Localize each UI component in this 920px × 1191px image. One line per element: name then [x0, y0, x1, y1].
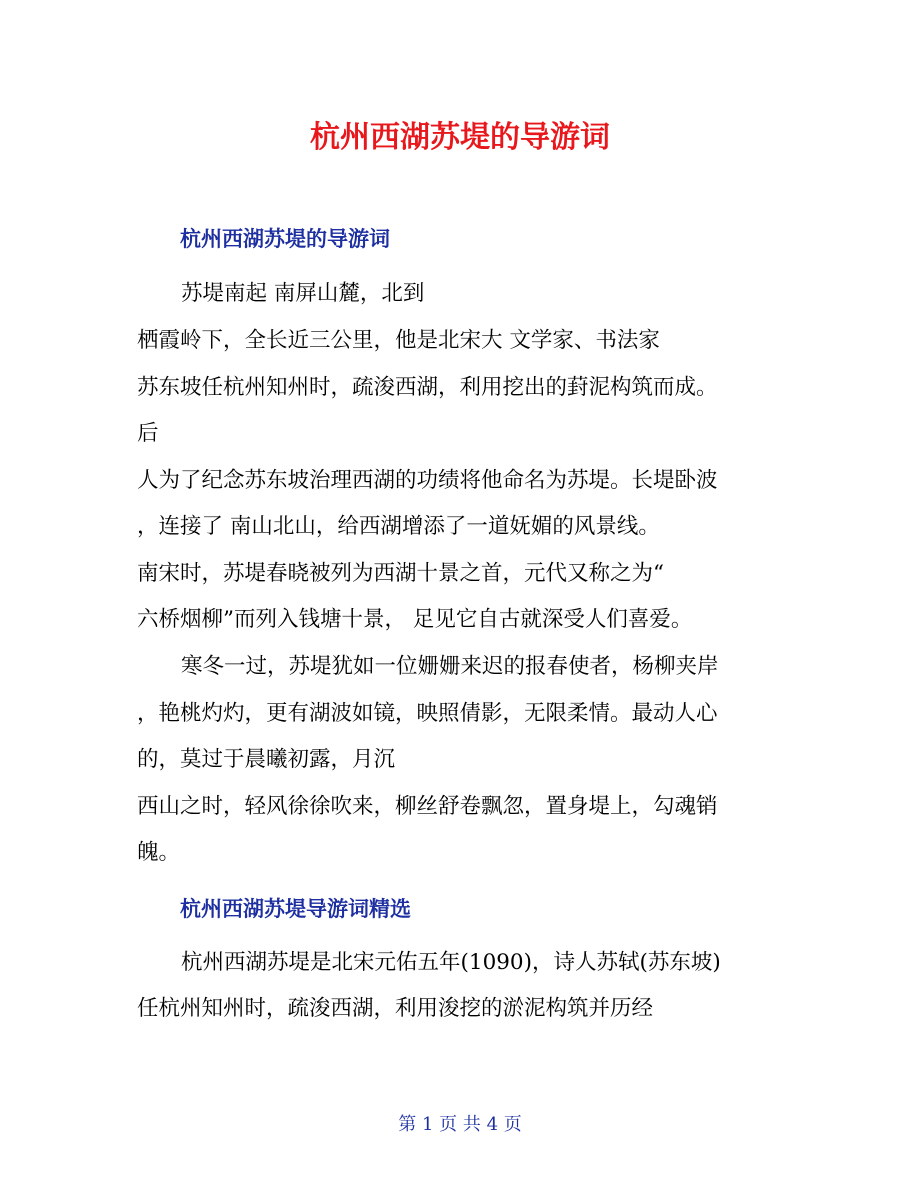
paragraph-line: ，艳桃灼灼，更有湖波如镜，映照倩影，无限柔情。最动人心 — [137, 701, 718, 726]
section-heading: 杭州西湖苏堤的导游词 — [180, 227, 390, 251]
paragraph-line: 魄。 — [137, 840, 181, 865]
document-title: 杭州西湖苏堤的导游词 — [310, 120, 610, 155]
paragraph-line: 寒冬一过，苏堤犹如一位姗姗来迟的报春使者，杨柳夹岸 — [181, 654, 719, 679]
section-heading: 杭州西湖苏堤导游词精选 — [180, 897, 411, 921]
paragraph-line: 后 — [137, 421, 159, 446]
paragraph-line: 任杭州知州时，疏浚西湖，利用浚挖的淤泥构筑并历经 — [137, 996, 654, 1021]
paragraph-line: 六桥烟柳”而列入钱塘十景， 足见它自古就深受人们喜爱。 — [137, 607, 693, 632]
paragraph-line: 杭州西湖苏堤是北宋元佑五年(1090)，诗人苏轼(苏东坡) — [181, 950, 721, 975]
paragraph-line: 苏东坡任杭州知州时，疏浚西湖，利用挖出的葑泥构筑而成。 — [137, 375, 718, 400]
paragraph-line: 人为了纪念苏东坡治理西湖的功绩将他命名为苏堤。长堤卧波 — [137, 468, 718, 493]
paragraph-line: 苏堤南起 南屏山麓，北到 — [181, 281, 425, 306]
page-number-footer: 第 1 页 共 4 页 — [398, 1114, 522, 1135]
paragraph-line: ，连接了 南山北山，给西湖增添了一道妩媚的风景线。 — [137, 514, 660, 539]
paragraph-line: 南宋时，苏堤春晓被列为西湖十景之首，元代又称之为“ — [137, 561, 664, 586]
paragraph-line: 栖霞岭下，全长近三公里，他是北宋大 文学家、书法家 — [137, 328, 660, 353]
paragraph-line: 西山之时，轻风徐徐吹来，柳丝舒卷飘忽，置身堤上，勾魂销 — [137, 794, 718, 819]
paragraph-line: 的，莫过于晨曦初露，月沉 — [137, 747, 396, 772]
